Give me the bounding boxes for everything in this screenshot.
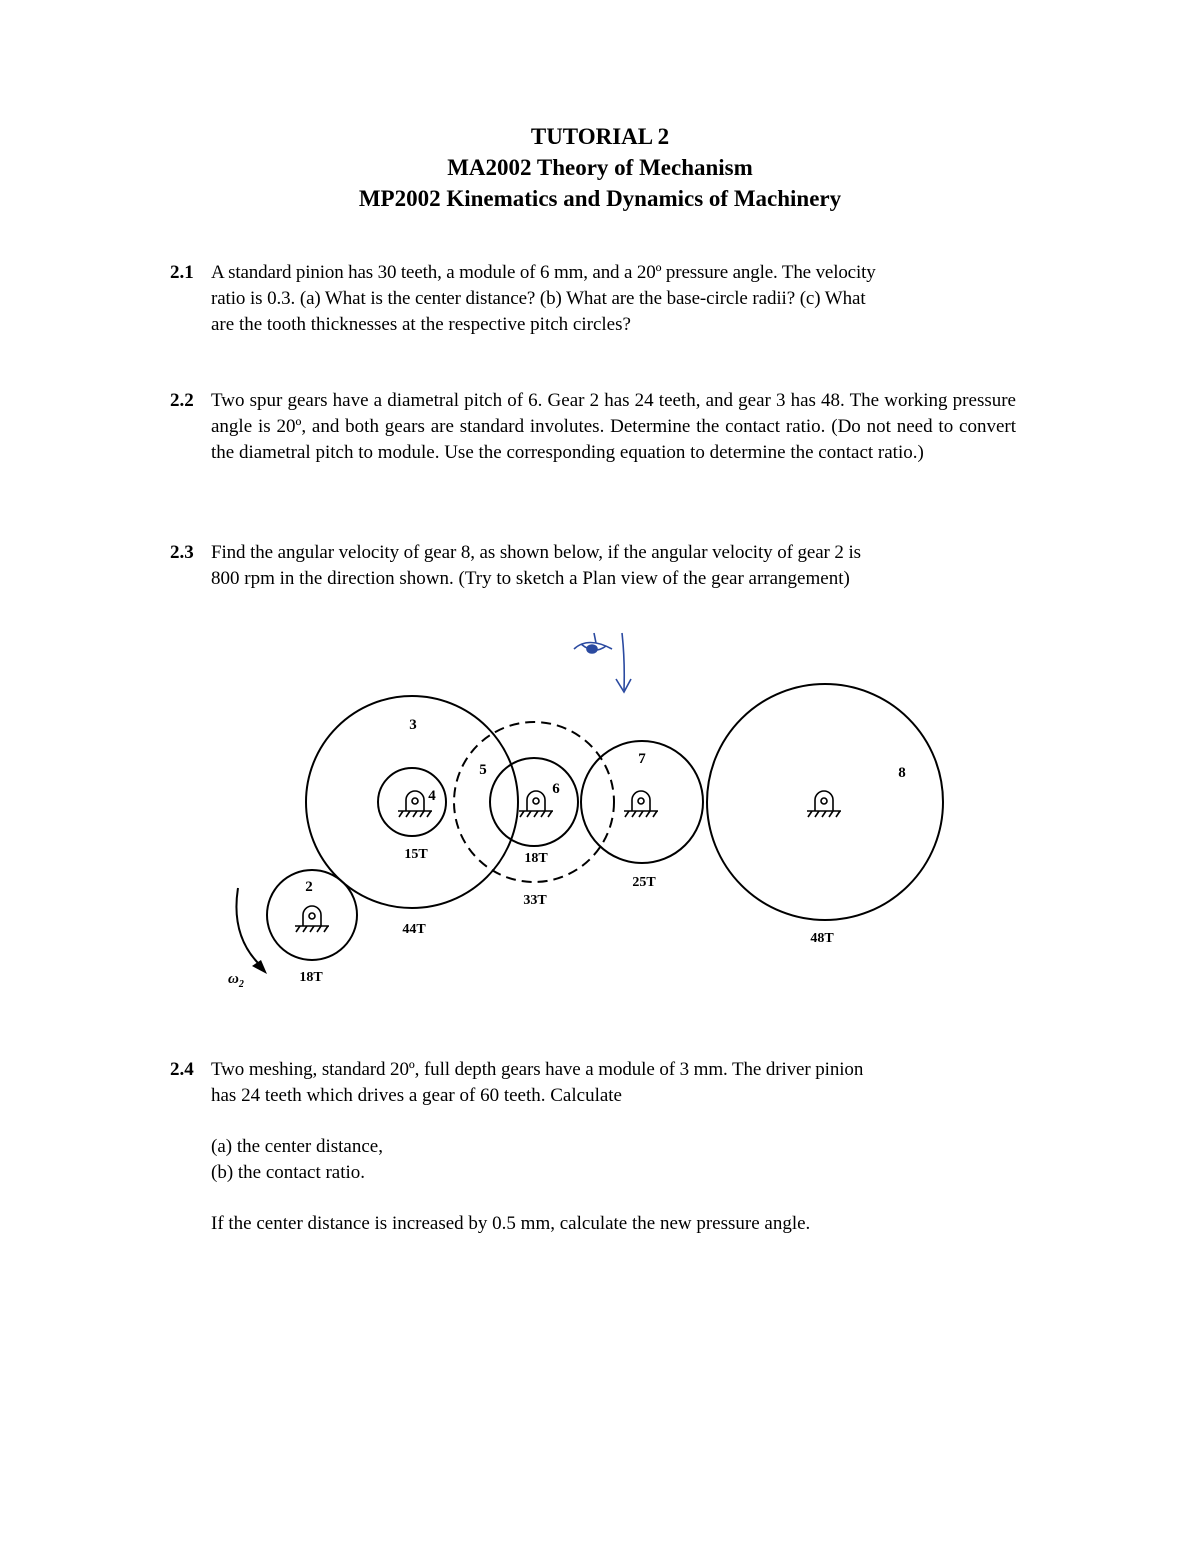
question-line: A standard pinion has 30 teeth, a module of 6 mm, and a 20º pressure angle. The velocity [211, 262, 876, 283]
question-number: 2.1 [170, 262, 194, 283]
question-line: are the tooth thicknesses at the respective pitch circles? [211, 314, 631, 335]
bearing-support-icon [398, 791, 432, 817]
question-text: Two spur gears have a diametral pitch of 6. Gear 2 has 24 teeth, and gear 3 has 48. The working pressure angle is 20º, and both gears are standard involutes. Determine the contact ratio. (Do not need to convert the diametral pitch to module. Use the corresponding equation to determine the contact ratio.) [211, 390, 1016, 463]
question-number: 2.3 [170, 542, 194, 563]
gear-teeth-label: 25T [632, 875, 656, 890]
gear-teeth-label: 15T [404, 847, 428, 862]
omega-subscript: 2 [238, 979, 244, 990]
question-2-4 [170, 1057, 1016, 1237]
question-line: Two meshing, standard 20º, full depth gears have a module of 3 mm. The driver pinion [211, 1059, 864, 1080]
question-part-b: (b) the contact ratio. [211, 1162, 366, 1183]
gear-teeth-label: 33T [523, 893, 547, 908]
question-part-a: (a) the center distance, [211, 1136, 383, 1157]
gear-id-label: 8 [898, 765, 906, 781]
question-line: ratio is 0.3. (a) What is the center distance? (b) What are the base-circle radii? (c) What [211, 288, 866, 309]
gear-8-circle [707, 684, 943, 920]
gear-id-label: 5 [479, 762, 487, 778]
gear-id-label: 3 [409, 717, 417, 733]
bearing-supports [295, 791, 841, 932]
rotation-arrow-icon [236, 888, 263, 968]
omega-symbol: ω [228, 971, 239, 987]
gear-id-label: 6 [552, 781, 560, 797]
question-line: Find the angular velocity of gear 8, as shown below, if the angular velocity of gear 2 is [211, 542, 861, 563]
course-title-mp2002: MP2002 Kinematics and Dynamics of Machinery [358, 186, 842, 211]
gear-teeth-label: 18T [299, 970, 323, 985]
course-title-ma2002: MA2002 Theory of Mechanism [447, 155, 753, 180]
question-line: 800 rpm in the direction shown. (Try to sketch a Plan view of the gear arrangement) [211, 568, 850, 589]
bearing-support-icon [295, 906, 329, 932]
gear-teeth-label: 18T [524, 851, 548, 866]
tutorial-title: TUTORIAL 2 [530, 124, 670, 149]
question-followup: If the center distance is increased by 0.5 mm, calculate the new pressure angle. [211, 1213, 811, 1234]
gear-teeth-label: 48T [810, 931, 834, 946]
view-direction-eye-icon [574, 633, 631, 692]
question-number: 2.2 [170, 390, 194, 411]
question-line: has 24 teeth which drives a gear of 60 teeth. Calculate [211, 1085, 622, 1106]
bearing-support-icon [519, 791, 553, 817]
gear-id-label: 4 [428, 788, 436, 804]
omega-2-label [228, 971, 244, 990]
question-number: 2.4 [170, 1059, 194, 1080]
gear-id-label: 2 [305, 879, 313, 895]
arrowhead-icon [252, 960, 267, 974]
gear-id-label: 7 [638, 751, 646, 767]
bearing-support-icon [807, 791, 841, 817]
gear-teeth-label: 44T [402, 922, 426, 937]
bearing-support-icon [624, 791, 658, 817]
